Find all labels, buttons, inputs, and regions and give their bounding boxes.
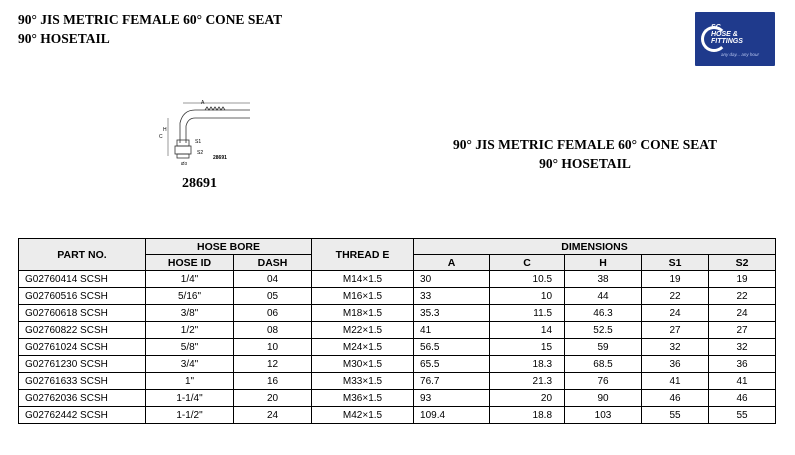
dash-cell: 10 — [234, 339, 312, 356]
dim-s2-cell: 46 — [709, 390, 776, 407]
table-row — [19, 356, 776, 373]
dim-c-cell: 11.5 — [490, 305, 565, 322]
thread-cell: M14×1.5 — [312, 271, 414, 288]
table-row — [19, 407, 776, 424]
dim-h-cell: 90 — [565, 390, 642, 407]
dim-c-cell: 18.8 — [490, 407, 565, 424]
dim-label-c: C — [159, 134, 163, 140]
title-line-1: 90° JIS METRIC FEMALE 60° CONE SEAT — [18, 12, 283, 27]
part-code: 28691 — [182, 176, 217, 191]
dim-c-cell: 14 — [490, 322, 565, 339]
logo-line-1: SC — [711, 24, 721, 31]
dim-a-cell: 109.4 — [414, 407, 490, 424]
dash-cell: 05 — [234, 288, 312, 305]
thread-cell: M22×1.5 — [312, 322, 414, 339]
logo-line-2: HOSE & — [711, 31, 738, 38]
dash-cell: 24 — [234, 407, 312, 424]
header-dimensions: DIMENSIONS — [414, 239, 776, 255]
table-row — [19, 339, 776, 356]
dash-cell: 06 — [234, 305, 312, 322]
title-line-2: 90° HOSETAIL — [18, 31, 110, 46]
dim-h-cell: 76 — [565, 373, 642, 390]
dim-c-cell: 10.5 — [490, 271, 565, 288]
hose-id-cell: 1-1/2" — [146, 407, 234, 424]
dim-h-cell: 68.5 — [565, 356, 642, 373]
dim-s1-cell: 22 — [642, 288, 709, 305]
dim-s2-cell: 32 — [709, 339, 776, 356]
dim-h-cell: 46.3 — [565, 305, 642, 322]
header-s2: S2 — [709, 255, 776, 271]
dim-c-cell: 21.3 — [490, 373, 565, 390]
thread-cell: M16×1.5 — [312, 288, 414, 305]
logo-text — [711, 24, 743, 45]
table-body — [19, 271, 776, 424]
header-a: A — [414, 255, 490, 271]
thread-cell: M24×1.5 — [312, 339, 414, 356]
hose-id-cell: 3/8" — [146, 305, 234, 322]
dim-s1-cell: 19 — [642, 271, 709, 288]
dim-s1-cell: 36 — [642, 356, 709, 373]
header-s1: S1 — [642, 255, 709, 271]
dim-c-cell: 18.3 — [490, 356, 565, 373]
dim-label-s2: S2 — [197, 150, 204, 156]
product-title — [445, 135, 725, 173]
dim-s2-cell: 41 — [709, 373, 776, 390]
document-title — [18, 10, 282, 48]
header-hose-bore: HOSE BORE — [146, 239, 312, 255]
dim-h-cell: 38 — [565, 271, 642, 288]
dim-s1-cell: 24 — [642, 305, 709, 322]
dim-c-cell: 20 — [490, 390, 565, 407]
company-logo — [695, 12, 775, 66]
dim-c-cell: 10 — [490, 288, 565, 305]
thread-cell: M30×1.5 — [312, 356, 414, 373]
dim-s1-cell: 41 — [642, 373, 709, 390]
hose-id-cell: 5/8" — [146, 339, 234, 356]
hose-id-cell: 1/4" — [146, 271, 234, 288]
header-thread: THREAD E — [312, 239, 414, 271]
part-no-cell: G02760516 SCSH — [19, 288, 146, 305]
header-c: C — [490, 255, 565, 271]
dash-cell: 08 — [234, 322, 312, 339]
header-part-no: PART NO. — [19, 239, 146, 271]
dim-a-cell: 35.3 — [414, 305, 490, 322]
dim-s1-cell: 32 — [642, 339, 709, 356]
dim-s1-cell: 27 — [642, 322, 709, 339]
dash-cell: 16 — [234, 373, 312, 390]
logo-line-3: FITTINGS — [711, 38, 743, 45]
part-no-cell: G02761633 SCSH — [19, 373, 146, 390]
product-title-line-2: 90° HOSETAIL — [539, 156, 631, 171]
elbow-fitting-drawing — [155, 98, 255, 168]
hose-id-cell: 1" — [146, 373, 234, 390]
dim-label-s1: S1 — [195, 139, 202, 145]
dim-h-cell: 103 — [565, 407, 642, 424]
dim-s2-cell: 55 — [709, 407, 776, 424]
table-row — [19, 271, 776, 288]
dim-a-cell: 93 — [414, 390, 490, 407]
dim-s2-cell: 19 — [709, 271, 776, 288]
table-row — [19, 305, 776, 322]
part-no-cell: G02761024 SCSH — [19, 339, 146, 356]
dim-a-cell: 65.5 — [414, 356, 490, 373]
product-title-line-1: 90° JIS METRIC FEMALE 60° CONE SEAT — [452, 137, 718, 152]
thread-cell: M33×1.5 — [312, 373, 414, 390]
part-no-cell: G02760414 SCSH — [19, 271, 146, 288]
dim-h-cell: 52.5 — [565, 322, 642, 339]
part-no-cell: G02761230 SCSH — [19, 356, 146, 373]
dash-cell: 12 — [234, 356, 312, 373]
dim-h-cell: 59 — [565, 339, 642, 356]
part-no-cell: G02760822 SCSH — [19, 322, 146, 339]
table-row — [19, 288, 776, 305]
thread-cell: M18×1.5 — [312, 305, 414, 322]
hose-id-cell: 3/4" — [146, 356, 234, 373]
dim-s1-cell: 55 — [642, 407, 709, 424]
dim-s1-cell: 46 — [642, 390, 709, 407]
part-no-cell: G02762036 SCSH — [19, 390, 146, 407]
dim-a-cell: 41 — [414, 322, 490, 339]
table-row — [19, 322, 776, 339]
drawing-part-label: 28691 — [213, 155, 227, 161]
dim-s2-cell: 36 — [709, 356, 776, 373]
hose-id-cell: 1-1/4" — [146, 390, 234, 407]
dim-label-diameter: Ø3 — [181, 161, 188, 166]
logo-tagline: any day... any hour — [721, 52, 759, 57]
header-hose-id: HOSE ID — [146, 255, 234, 271]
dim-s2-cell: 24 — [709, 305, 776, 322]
hose-id-cell: 1/2" — [146, 322, 234, 339]
dim-c-cell: 15 — [490, 339, 565, 356]
header-h: H — [565, 255, 642, 271]
header-dash: DASH — [234, 255, 312, 271]
thread-cell: M36×1.5 — [312, 390, 414, 407]
part-no-cell: G02762442 SCSH — [19, 407, 146, 424]
thread-cell: M42×1.5 — [312, 407, 414, 424]
part-no-cell: G02760618 SCSH — [19, 305, 146, 322]
table-row — [19, 390, 776, 407]
table-row — [19, 373, 776, 390]
dim-h-cell: 44 — [565, 288, 642, 305]
dim-s2-cell: 27 — [709, 322, 776, 339]
dim-a-cell: 33 — [414, 288, 490, 305]
dash-cell: 20 — [234, 390, 312, 407]
dim-a-cell: 30 — [414, 271, 490, 288]
dimensions-table — [18, 238, 776, 424]
dash-cell: 04 — [234, 271, 312, 288]
dim-a-cell: 76.7 — [414, 373, 490, 390]
dim-a-cell: 56.5 — [414, 339, 490, 356]
dim-label-a: A — [201, 100, 205, 106]
hose-id-cell: 5/16" — [146, 288, 234, 305]
dim-label-h: H — [163, 127, 167, 133]
dim-s2-cell: 22 — [709, 288, 776, 305]
